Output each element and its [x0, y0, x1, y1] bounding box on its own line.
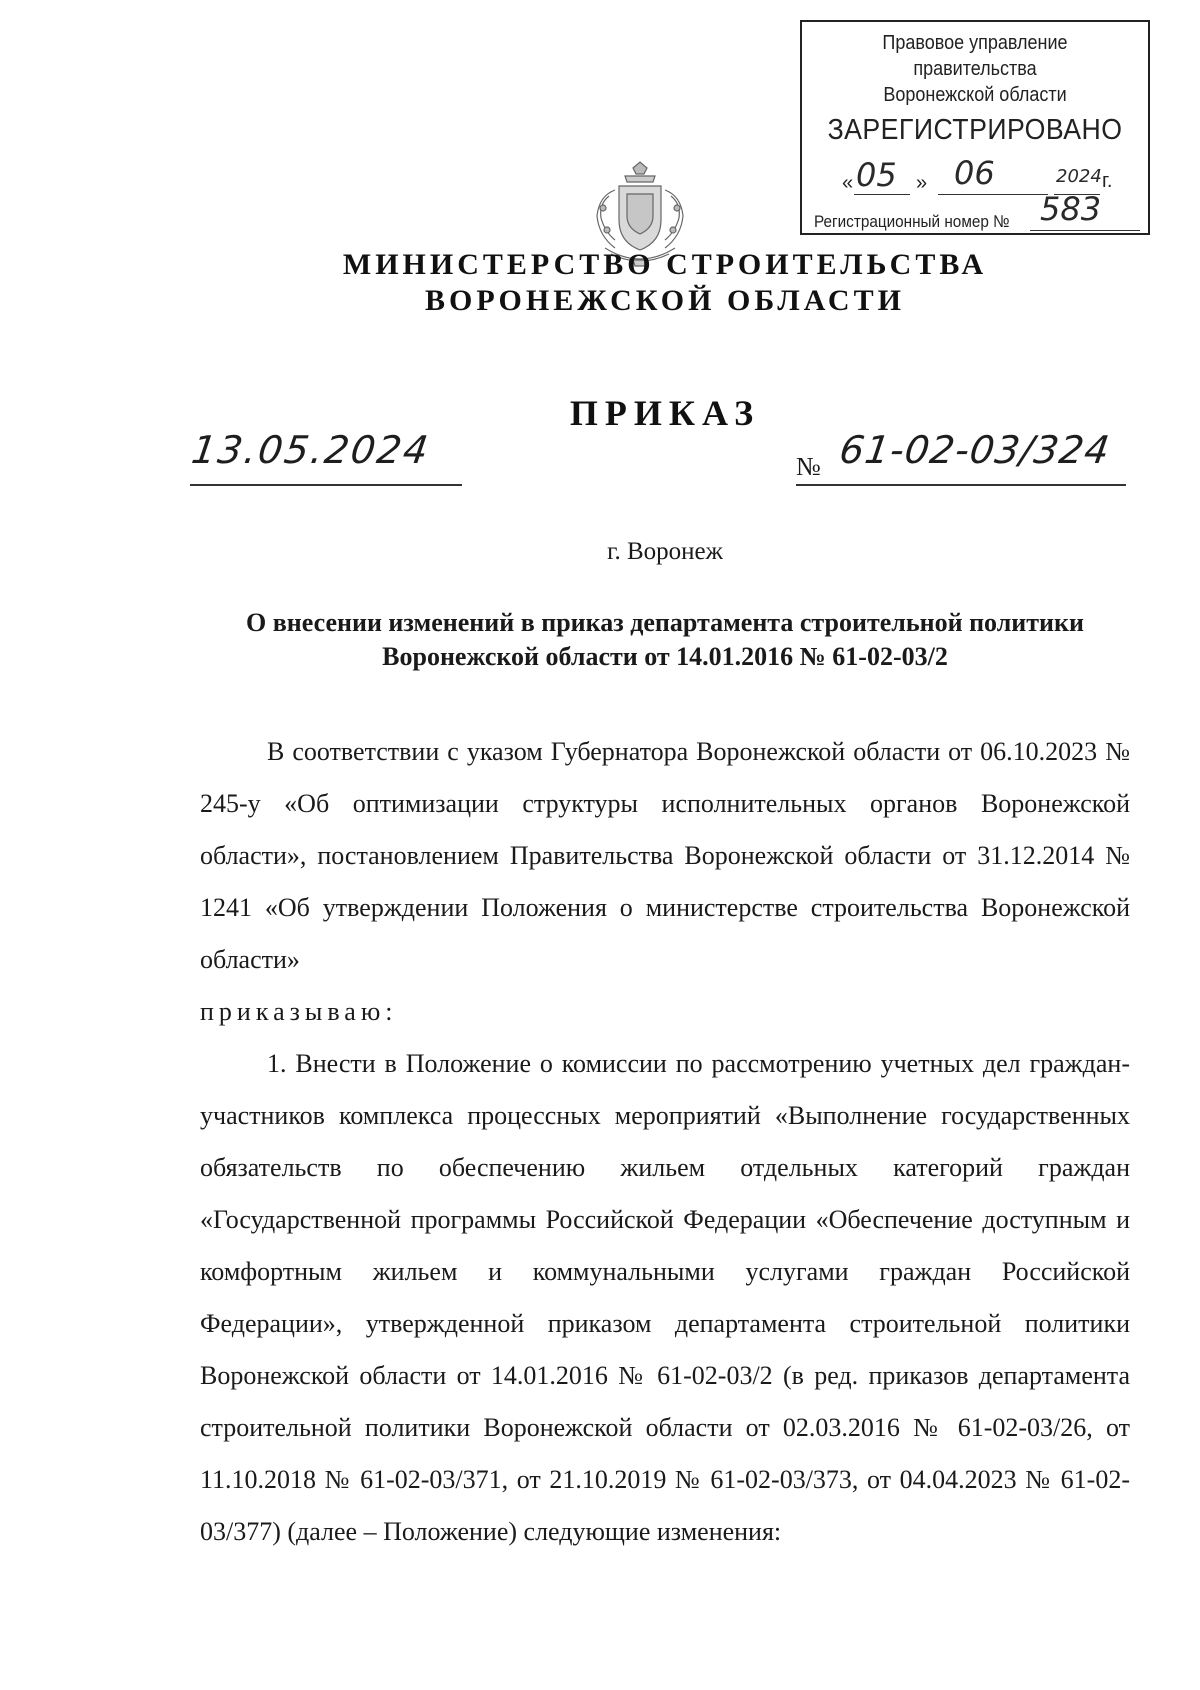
stamp-year: 2024 [1056, 166, 1102, 187]
stamp-department [819, 30, 1130, 108]
document-type: ПРИКАЗ [569, 393, 761, 433]
stamp-reg-number: 583 [1040, 190, 1102, 228]
ministry-name-line1: МИНИСТЕРСТВО СТРОИТЕЛЬСТВА [342, 248, 988, 281]
registration-stamp [800, 20, 1150, 235]
place-of-issue: г. Воронеж [607, 538, 723, 565]
stamp-quote-close: » [916, 172, 928, 194]
stamp-department-line2: Воронежской области [883, 84, 1067, 106]
order-word: приказываю: [200, 997, 398, 1026]
stamp-month: 06 [954, 154, 995, 192]
order-number: 61-02-03/324 [836, 428, 1113, 472]
stamp-department-line1: Правовое управление правительства [882, 32, 1068, 80]
order-number-sign: № [796, 452, 821, 481]
stamp-reg-number-row [808, 190, 1148, 234]
stamp-reg-number-label: Регистрационный номер № [814, 212, 1010, 231]
order-subject: О внесении изменений в приказ департамента строительной политики Воронежской области от 14.01.2016 № 61-02-03/2 [245, 608, 1084, 671]
ministry-name-line2: ВОРОНЕЖСКОЙ ОБЛАСТИ [425, 284, 905, 317]
preamble-paragraph: В соответствии с указом Губернатора Воронежской области от 06.10.2023 № 245-у «Об оптимизации структуры исполнительных органов Воронежской области», постановлением Правительства Воронежской области от 31.12.2014 № 1241 «Об утверждении Положения о министерстве строительства Воронежской области» [200, 737, 1130, 974]
stamp-year-suffix: г. [1102, 170, 1113, 192]
stamp-registered-label: ЗАРЕГИСТРИРОВАНО [827, 114, 1123, 146]
order-date: 13.05.2024 [188, 428, 433, 472]
item-1-paragraph: 1. Внести в Положение о комиссии по рассмотрению учетных дел граждан-участников комплекса процессных мероприятий «Выполнение государственных обязательств по обеспечению жильем отдельных категорий граждан «Государственной программы Российской Федерации «Обеспечение доступным и комфортным жильем и коммунальными услугами граждан Российской Федерации», утвержденной приказом департамента строительной политики Воронежской области от 14.01.2016 № 61-02-03/2 (в ред. приказов департамента строительной политики Воронежской области от 02.03.2016 № 61-02-03/26, от 11.10.2018 № 61-02-03/371, от 21.10.2019 № 61-02-03/373, от 04.04.2023 № 61-02-03/377) (далее – Положение) следующие изменения: [200, 1049, 1130, 1546]
stamp-quote-open: « [842, 172, 854, 194]
stamp-day: 05 [856, 156, 897, 194]
